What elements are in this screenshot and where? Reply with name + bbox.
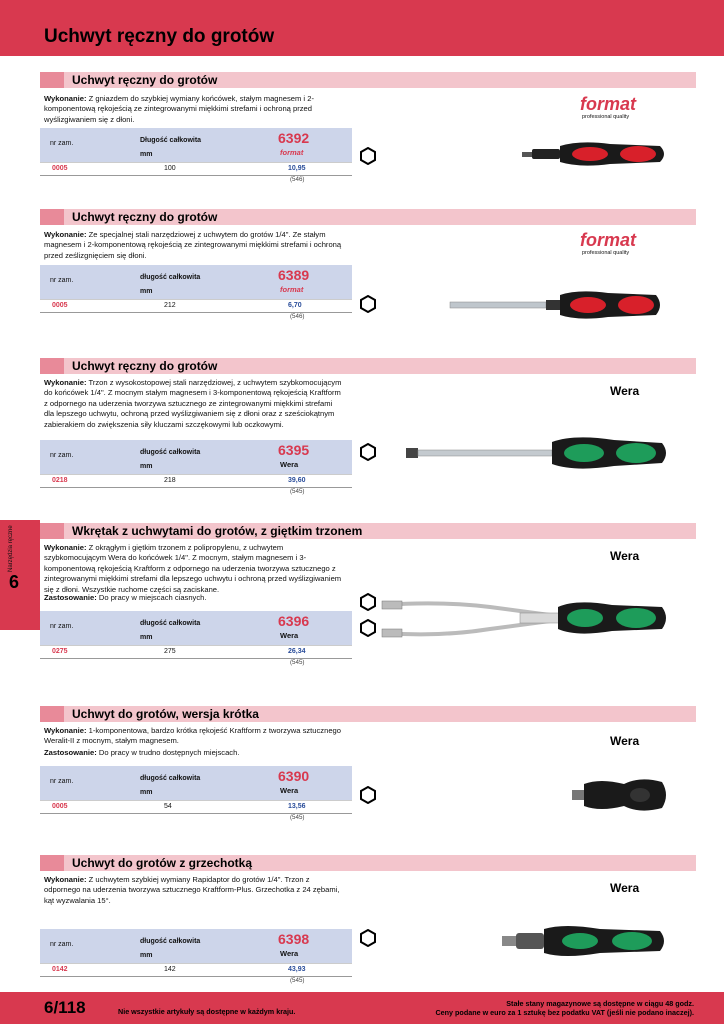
price: 10,95 [288, 165, 306, 172]
table-row [40, 645, 352, 658]
screwdriver-image [570, 774, 670, 816]
price: 39,60 [288, 477, 306, 484]
col-length-unit: mm [140, 151, 153, 158]
price: 6,70 [288, 302, 302, 309]
brand-logo: format [580, 94, 637, 114]
section-bar-accent [40, 209, 64, 225]
col-order-no: nr zam. [50, 941, 74, 948]
col-length [140, 446, 230, 474]
brand-logo: Wera [610, 549, 640, 563]
mini-brand: format [280, 285, 304, 294]
section-title: Uchwyt do grotów z grzechotką [72, 856, 253, 870]
price-note: Ceny podane w euro za 1 sztukę bez podatku VAT (jeśli nie podano inaczej). [435, 1008, 694, 1017]
brand-logo: Wera [610, 384, 640, 398]
brand-logo: format [580, 230, 637, 250]
table-rule [40, 487, 352, 488]
section-description [44, 94, 344, 125]
section-description [44, 726, 344, 747]
table-row [40, 800, 352, 813]
desc-text: Z uchwytem szybkiej wymiany Rapidaptor do grotów 1/4". Trzon z odpornego na uderzenia tworzywa sztucznego Kraftform-Plus. Grzechotka z 24 zębami, kąt wyzwalania 15°. [44, 875, 340, 905]
desc-label: Wykonanie: [44, 875, 87, 884]
col-length-unit: mm [140, 634, 153, 641]
col-length [140, 134, 230, 162]
col-order-no: nr zam. [50, 140, 74, 147]
desc-text: Z okrągłym i giętkim trzonem z polipropylenu, z uchwytem szybkomocującym Wera do końcówek 1/4". Z mocnym, stałym magnesem i 3-komponentową rękojeścią Kraftform z odpornego na uderzenia tworzywa sztucznego z zintegrowanymi miękkimi strefami dla lepszego uchwytu i ochroną przed wyślizgiwaniem się z dłoni. Wszystkie ruchome części są zaciskane. [44, 543, 342, 594]
usage-label: Zastosowanie: [44, 593, 97, 602]
usage-label: Zastosowanie: [44, 748, 97, 757]
table-header [40, 265, 352, 299]
screwdriver-image [520, 136, 670, 172]
section-bar-accent [40, 706, 64, 722]
hex-drive-icon [359, 619, 377, 637]
table-header [40, 766, 352, 800]
order-no: 0275 [52, 648, 68, 655]
hex-drive-icon [359, 786, 377, 804]
brand-logo: Wera [610, 881, 640, 895]
col-length-label: długość całkowita [140, 274, 201, 281]
order-no: 0142 [52, 966, 68, 973]
catalog-ref: (545) [290, 977, 305, 984]
order-no: 0218 [52, 477, 68, 484]
col-length-label: Długość całkowita [140, 137, 202, 144]
desc-text: Trzon z wysokostopowej stali narzędziowej, z uchwytem szybkomocującym do końcówek 1/4". Z mocnym stałym magnesem i 3-komponentową rękojeścią Kraftform z odpornego na uderzenia tworzywa sztucznego ze zintegrowanymi miękkimi strefami dla lepszego uchwytu, ochroną przed wyślizgiwaniem się z dłoni oraz z sześciokątnym zabierakiem do zwiększenia siły kluczami szczękowymi lub oczkowymi. [44, 378, 342, 429]
article-number: 6396 [278, 613, 310, 629]
table-rule [40, 175, 352, 176]
mini-brand: format [280, 148, 304, 157]
table-row [40, 299, 352, 312]
section-title: Wkrętak z uchwytami do grotów, z giętkim trzonem [72, 524, 363, 538]
catalog-ref: (545) [290, 659, 305, 666]
mini-brand: Wera [280, 786, 299, 795]
brand-logo: Wera [610, 734, 640, 748]
screwdriver-image [380, 593, 670, 645]
article-number: 6392 [278, 130, 310, 146]
desc-text: 1-komponentowa, bardzo krótka rękojeść Kraftform z tworzywa sztucznego Weralit-II z mocnym, stałym magnesem. [44, 726, 341, 746]
col-order-no: nr zam. [50, 452, 74, 459]
col-length-label: długość całkowita [140, 775, 201, 782]
desc-label: Wykonanie: [44, 230, 87, 239]
hex-drive-icon [359, 929, 377, 947]
chapter-label: Narzędzia ręczne [8, 525, 14, 572]
table-header [40, 929, 352, 963]
section-bar-accent [40, 855, 64, 871]
screwdriver-image [404, 432, 670, 474]
page-title: Uchwyt ręczny do grotów [44, 26, 275, 47]
section-bar-accent [40, 523, 64, 539]
chapter-tab [0, 520, 40, 630]
col-length [140, 271, 230, 299]
article-number: 6390 [278, 768, 310, 784]
article-number: 6398 [278, 931, 310, 947]
price: 43,93 [288, 966, 306, 973]
catalog-ref: (546) [290, 313, 305, 320]
section-title: Uchwyt ręczny do grotów [72, 210, 218, 224]
section-description [44, 378, 344, 430]
section-title: Uchwyt ręczny do grotów [72, 359, 218, 373]
mini-brand: Wera [280, 460, 299, 469]
catalog-ref: (545) [290, 488, 305, 495]
catalog-ref: (545) [290, 814, 305, 821]
section-title: Uchwyt do grotów, wersja krótka [72, 707, 259, 721]
usage-note [44, 748, 344, 758]
col-order-no: nr zam. [50, 778, 74, 785]
col-length-label: długość całkowita [140, 620, 201, 627]
order-no: 0005 [52, 165, 68, 172]
section-description [44, 875, 344, 906]
desc-label: Wykonanie: [44, 726, 87, 735]
table-header [40, 611, 352, 645]
usage-text: Do pracy w miejscach ciasnych. [98, 593, 207, 602]
col-length-unit: mm [140, 463, 153, 470]
price: 13,56 [288, 803, 306, 810]
desc-label: Wykonanie: [44, 94, 87, 103]
brand-tagline: professional quality [582, 114, 630, 120]
chapter-number: 6 [9, 572, 20, 592]
length-value: 142 [164, 966, 176, 973]
order-no: 0005 [52, 302, 68, 309]
hex-drive-icon [359, 295, 377, 313]
mini-brand: Wera [280, 631, 299, 640]
length-value: 100 [164, 165, 176, 172]
col-order-no: nr zam. [50, 277, 74, 284]
section-description [44, 230, 344, 261]
table-header [40, 440, 352, 474]
desc-label: Wykonanie: [44, 543, 87, 552]
hex-drive-icon [359, 147, 377, 165]
col-length-label: długość całkowita [140, 449, 201, 456]
desc-text: Ze specjalnej stali narzędziowej z uchwytem do grotów 1/4". Ze stałym magnesem i 2-komponentową rękojeścią ze zintegrowanymi miękkimi strefami i ochroną przed ześlizgnięciem się dłoni. [44, 230, 342, 260]
availability-note: Nie wszystkie artykuły są dostępne w każdym kraju. [118, 1007, 296, 1016]
col-length-unit: mm [140, 288, 153, 295]
col-length [140, 772, 230, 800]
length-value: 212 [164, 302, 176, 309]
article-number: 6389 [278, 267, 310, 283]
table-row [40, 474, 352, 487]
page-header [0, 0, 724, 56]
price: 26,34 [288, 648, 306, 655]
page-number: 6/118 [44, 998, 86, 1017]
article-number: 6395 [278, 442, 310, 458]
length-value: 275 [164, 648, 176, 655]
col-order-no: nr zam. [50, 623, 74, 630]
section-title: Uchwyt ręczny do grotów [72, 73, 218, 87]
usage-text: Do pracy w trudno dostępnych miejscach. [98, 748, 240, 757]
table-rule [40, 813, 352, 814]
section-description [44, 543, 344, 595]
col-length-unit: mm [140, 952, 153, 959]
order-no: 0005 [52, 803, 68, 810]
table-rule [40, 658, 352, 659]
table-row [40, 162, 352, 175]
length-value: 54 [164, 803, 172, 810]
mini-brand: Wera [280, 949, 299, 958]
screwdriver-image [448, 285, 668, 325]
section-bar-accent [40, 358, 64, 374]
table-rule [40, 976, 352, 977]
table-row [40, 963, 352, 976]
stock-note: Stałe stany magazynowe są dostępne w ciągu 48 godz. [506, 999, 694, 1008]
desc-text: Z gniazdem do szybkiej wymiany końcówek, stałym magnesem i 2-komponentową rękojeścią ze zintegrowanymi miękkimi strefami i ochroną przed wyślizgiwaniem się z dłoni. [44, 94, 314, 124]
page-footer [0, 992, 724, 1024]
col-length-label: długość całkowita [140, 938, 201, 945]
col-length [140, 617, 230, 645]
brand-tagline: professional quality [582, 250, 630, 256]
length-value: 218 [164, 477, 176, 484]
table-rule [40, 312, 352, 313]
screwdriver-image [500, 921, 670, 961]
hex-drive-icon [359, 593, 377, 611]
section-bar-accent [40, 72, 64, 88]
hex-drive-icon [359, 443, 377, 461]
col-length-unit: mm [140, 789, 153, 796]
catalog-ref: (546) [290, 176, 305, 183]
col-length [140, 935, 230, 963]
desc-label: Wykonanie: [44, 378, 87, 387]
usage-note [44, 593, 344, 603]
table-header [40, 128, 352, 162]
